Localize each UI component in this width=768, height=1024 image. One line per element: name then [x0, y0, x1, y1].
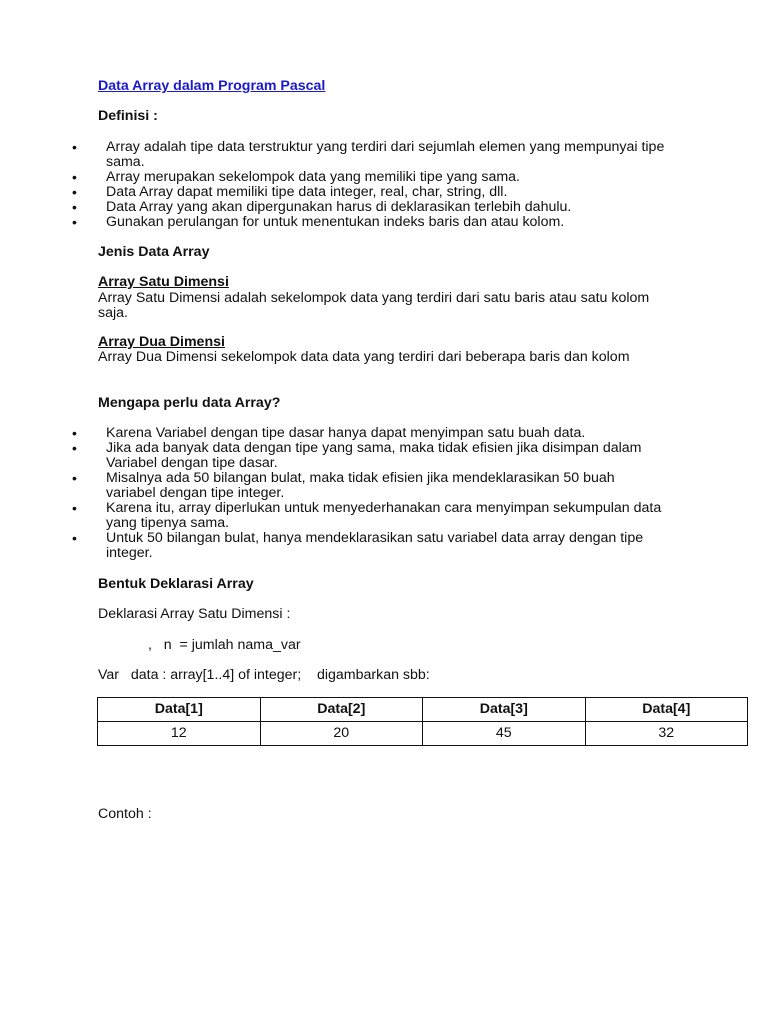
table-cell: 32	[585, 722, 748, 746]
list-item	[0, 140, 666, 170]
satu-dimensi-text: Array Satu Dimensi adalah sekelompok data yang terdiri dari satu baris atau satu kolom saja.	[98, 290, 650, 321]
list-item	[0, 441, 666, 471]
list-item	[0, 170, 666, 185]
bullet-icon: •	[72, 530, 77, 546]
definisi-heading: Definisi :	[98, 108, 158, 124]
contoh-label: Contoh :	[98, 806, 152, 822]
mengapa-heading: Mengapa perlu data Array?	[98, 395, 281, 411]
bullet-icon: •	[72, 440, 77, 456]
mengapa-list	[0, 426, 768, 561]
table-row	[98, 722, 748, 746]
list-item	[0, 200, 666, 215]
table-header-cell: Data[2]	[260, 698, 423, 722]
dua-dimensi-text: Array Dua Dimensi sekelompok data data yang terdiri dari beberapa baris dan kolom	[98, 349, 630, 365]
definisi-list	[0, 140, 768, 230]
list-item	[0, 426, 666, 441]
list-item	[0, 471, 666, 501]
list-item-text: Karena itu, array diperlukan untuk menyederhanakan cara menyimpan sekumpulan data yang tipenya sama.	[106, 500, 662, 531]
bentuk-heading: Bentuk Deklarasi Array	[98, 576, 254, 592]
list-item	[0, 531, 666, 561]
dua-dimensi-heading: Array Dua Dimensi	[98, 334, 225, 350]
list-item-text: Jika ada banyak data dengan tipe yang sama, maka tidak efisien jika disimpan dalam Variabel dengan tipe dasar.	[106, 440, 642, 471]
bullet-icon: •	[72, 500, 77, 516]
array-table	[97, 697, 748, 746]
bullet-icon: •	[72, 214, 77, 230]
bullet-icon: •	[72, 199, 77, 215]
table-cell: 20	[260, 722, 423, 746]
list-item-text: Karena Variabel dengan tipe dasar hanya dapat menyimpan satu buah data.	[106, 425, 586, 441]
table-header-cell: Data[3]	[423, 698, 586, 722]
list-item	[0, 215, 666, 230]
list-item-text: Array merupakan sekelompok data yang memiliki tipe yang sama.	[106, 169, 520, 185]
deklarasi-label: Deklarasi Array Satu Dimensi :	[98, 606, 291, 622]
syntax-line: , n = jumlah nama_var	[148, 637, 301, 653]
table-header-row	[98, 698, 748, 722]
list-item-text: Misalnya ada 50 bilangan bulat, maka tidak efisien jika mendeklarasikan 50 buah variabel dengan tipe integer.	[106, 470, 615, 501]
bullet-icon: •	[72, 425, 77, 441]
list-item	[0, 185, 666, 200]
table-cell: 12	[98, 722, 261, 746]
satu-dimensi-heading: Array Satu Dimensi	[98, 274, 229, 290]
table-cell: 45	[423, 722, 586, 746]
list-item-text: Array adalah tipe data terstruktur yang terdiri dari sejumlah elemen yang mempunyai tipe sama.	[106, 139, 665, 170]
bullet-icon: •	[72, 470, 77, 486]
bullet-icon: •	[72, 184, 77, 200]
jenis-heading: Jenis Data Array	[98, 244, 210, 260]
bullet-icon: •	[72, 139, 77, 155]
table-header-cell: Data[1]	[98, 698, 261, 722]
list-item-text: Data Array yang akan dipergunakan harus di deklarasikan terlebih dahulu.	[106, 199, 572, 215]
bullet-icon: •	[72, 169, 77, 185]
list-item	[0, 501, 666, 531]
var-declaration-line: Var data : array[1..4] of integer; digambarkan sbb:	[98, 667, 430, 683]
table-header-cell: Data[4]	[585, 698, 748, 722]
list-item-text: Untuk 50 bilangan bulat, hanya mendeklarasikan satu variabel data array dengan tipe integer.	[106, 530, 644, 561]
document-title[interactable]: Data Array dalam Program Pascal	[98, 78, 326, 94]
list-item-text: Data Array dapat memiliki tipe data integer, real, char, string, dll.	[106, 184, 508, 200]
list-item-text: Gunakan perulangan for untuk menentukan indeks baris dan atau kolom.	[106, 214, 565, 230]
